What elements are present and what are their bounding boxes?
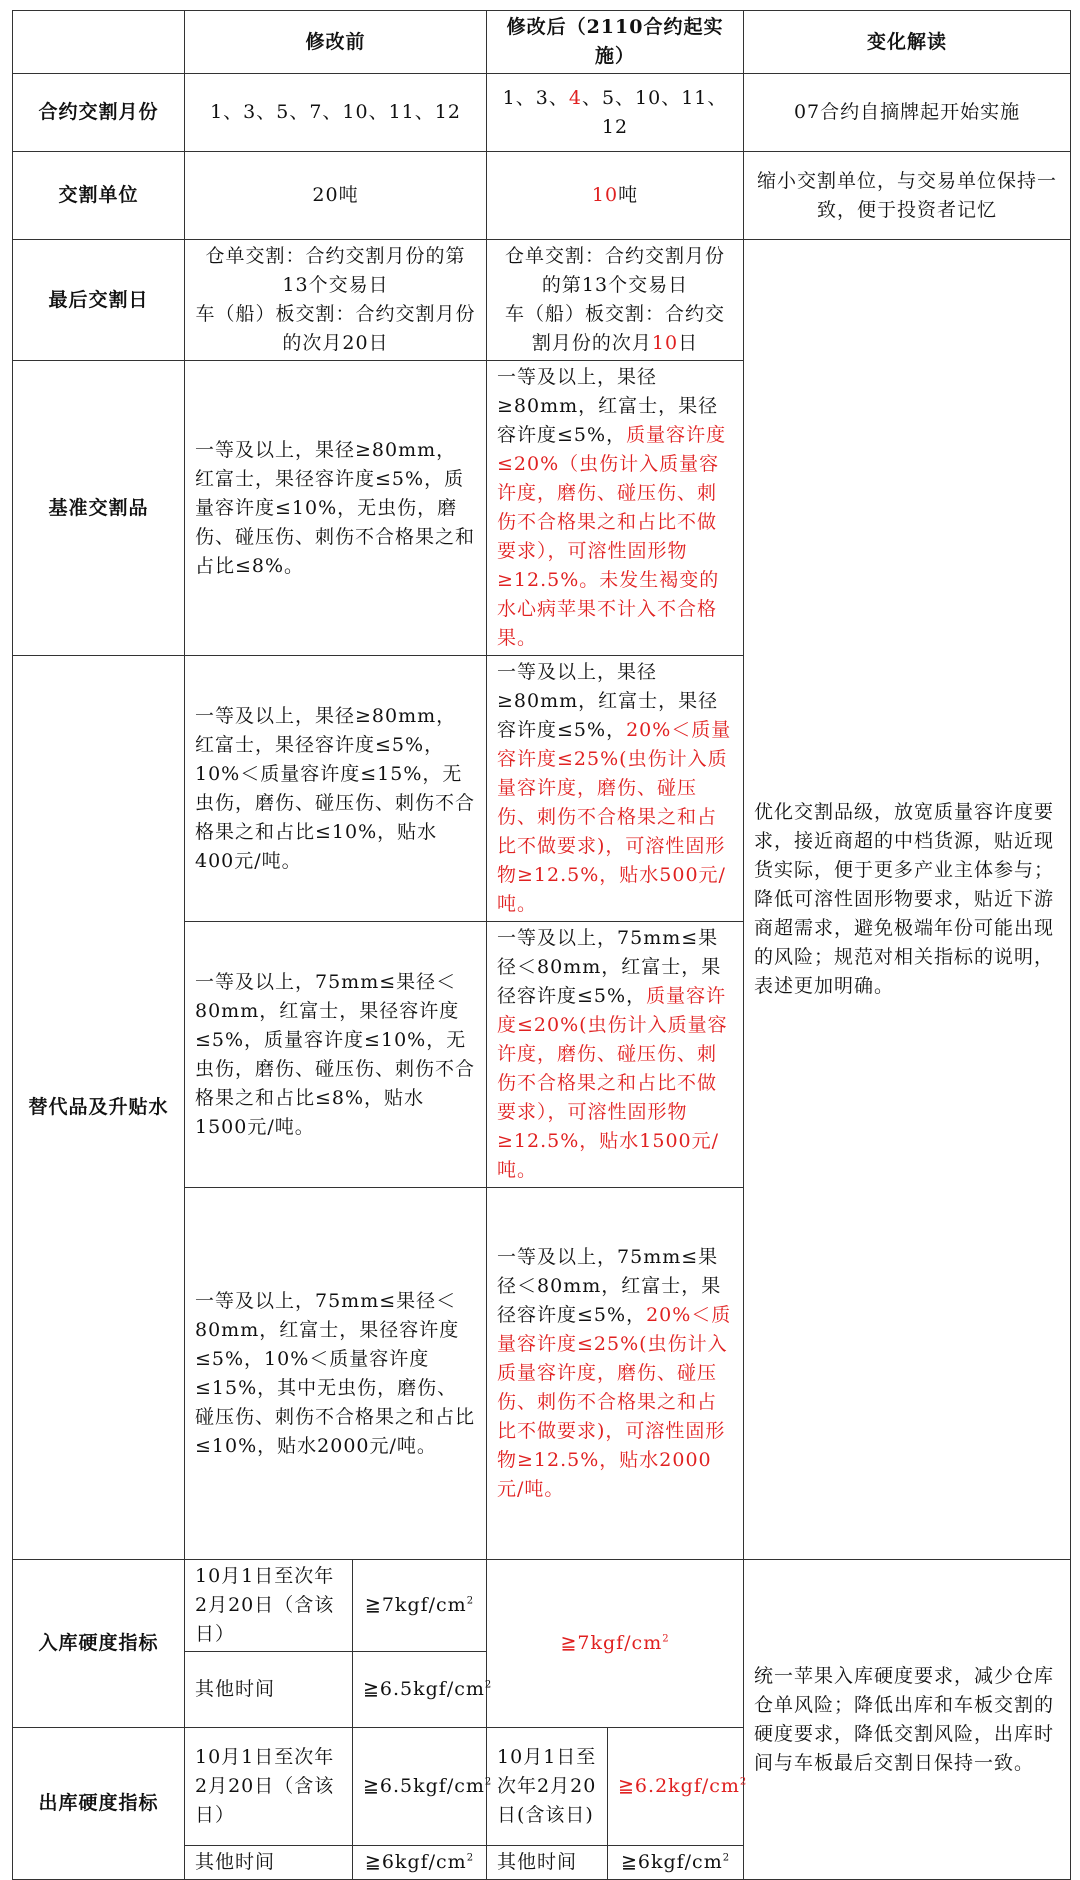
out-hard-value-2: $≧6kgf/cm^2$ <box>353 1846 487 1880</box>
in-hard-value-2: $≧6.5kgf/cm^2$ <box>353 1652 487 1728</box>
hardness-note: 统一苹果入库硬度要求，减少仓库仓单风险；降低出库和车板交割的硬度要求，降低交割风险，出库时间与车板最后交割日保持一致。 <box>744 1560 1071 1880</box>
substitute-after-3: 一等及以上，75mm≤果径＜80mm，红富士，果径容许度≤5%，20%＜质量容许度≤25%(虫伤计入质量容许度，磨伤、碰压伤、刺伤不合格果之和占比不做要求)，可溶性固形物≥12.5%，贴水2000元/吨。 <box>487 1188 744 1560</box>
label-months: 合约交割月份 <box>13 74 185 152</box>
in-hard-period-1: 10月1日至次年2月20日（含该日） <box>185 1560 353 1652</box>
header-row <box>13 11 1071 74</box>
out-hard-after-value-1: $≧6.2kgf/cm^2$ <box>608 1728 744 1846</box>
substitute-after-2: 一等及以上，75mm≤果径＜80mm，红富士，果径容许度≤5%，质量容许度≤20%(虫伤计入质量容许度，磨伤、碰压伤、刺伤不合格果之和占比不做要求），可溶性固形物≥12.5%，贴水1500元/吨。 <box>487 922 744 1188</box>
base-before: 一等及以上，果径≥80mm，红富士，果径容许度≤5%，质量容许度≤10%，无虫伤，磨伤、碰压伤、刺伤不合格果之和占比≤8%。 <box>185 361 487 656</box>
row-unit <box>13 152 1071 240</box>
header-before: 修改前 <box>185 11 487 74</box>
out-hard-value-1: $≧6.5kgf/cm^2$ <box>353 1728 487 1846</box>
label-unit: 交割单位 <box>13 152 185 240</box>
header-blank <box>13 11 185 74</box>
header-after: 修改后（2110合约起实施） <box>487 11 744 74</box>
row-months <box>13 74 1071 152</box>
unit-after: 10吨 <box>487 152 744 240</box>
out-hard-after-value-2: $≧6kgf/cm^2$ <box>608 1846 744 1880</box>
unit-note: 缩小交割单位，与交易单位保持一致，便于投资者记忆 <box>744 152 1071 240</box>
substitute-before-2: 一等及以上，75mm≤果径＜80mm，红富士，果径容许度≤5%，质量容许度≤10%，无虫伤，磨伤、碰压伤、刺伤不合格果之和占比≤8%，贴水1500元/吨。 <box>185 922 487 1188</box>
base-after: 一等及以上，果径≥80mm，红富士，果径容许度≤5%，质量容许度≤20%（虫伤计入质量容许度，磨伤、碰压伤、刺伤不合格果之和占比不做要求），可溶性固形物≥12.5%。未发生褐变的水心病苹果不计入不合格果。 <box>487 361 744 656</box>
comparison-table <box>12 10 1071 1880</box>
in-hard-value-1: $≧7kgf/cm^2$ <box>353 1560 487 1652</box>
substitute-after-1: 一等及以上，果径≥80mm，红富士，果径容许度≤5%，20%＜质量容许度≤25%(虫伤计入质量容许度，磨伤、碰压伤、刺伤不合格果之和占比不做要求)，可溶性固形物≥12.5%，贴水500元/吨。 <box>487 656 744 922</box>
label-base: 基准交割品 <box>13 361 185 656</box>
row-lastday <box>13 240 1071 361</box>
row-in-hard-1 <box>13 1560 1071 1652</box>
in-hard-period-2: 其他时间 <box>185 1652 353 1728</box>
months-note: 07合约自摘牌起开始实施 <box>744 74 1071 152</box>
out-hard-after-period-2: 其他时间 <box>487 1846 608 1880</box>
header-note: 变化解读 <box>744 11 1071 74</box>
label-lastday: 最后交割日 <box>13 240 185 361</box>
substitute-note: 优化交割品级，放宽质量容许度要求，接近商超的中档货源，贴近现货实际，便于更多产业主体参与；降低可溶性固形物要求，贴近下游商超需求，避免极端年份可能出现的风险；规范对相关指标的说明，表述更加明确。 <box>744 240 1071 1560</box>
label-substitute: 替代品及升贴水 <box>13 656 185 1560</box>
months-after: 1、3、4、5、10、11、12 <box>487 74 744 152</box>
lastday-after: 仓单交割：合约交割月份的第13个交易日 车（船）板交割：合约交割月份的次月10日 <box>487 240 744 361</box>
label-in-hard: 入库硬度指标 <box>13 1560 185 1728</box>
unit-before: 20吨 <box>185 152 487 240</box>
substitute-before-3: 一等及以上，75mm≤果径＜80mm，红富士，果径容许度≤5%，10%＜质量容许度≤15%，其中无虫伤，磨伤、碰压伤、刺伤不合格果之和占比≤10%，贴水2000元/吨。 <box>185 1188 487 1560</box>
months-before: 1、3、5、7、10、11、12 <box>185 74 487 152</box>
out-hard-period-1: 10月1日至次年2月20日（含该日） <box>185 1728 353 1846</box>
label-out-hard: 出库硬度指标 <box>13 1728 185 1880</box>
lastday-before: 仓单交割：合约交割月份的第13个交易日 车（船）板交割：合约交割月份的次月20日 <box>185 240 487 361</box>
out-hard-after-period-1: 10月1日至次年2月20日(含该日) <box>487 1728 608 1846</box>
in-hard-after: $≧7kgf/cm^2$ <box>487 1560 744 1728</box>
substitute-before-1: 一等及以上，果径≥80mm，红富士，果径容许度≤5%，10%＜质量容许度≤15%，无虫伤，磨伤、碰压伤、刺伤不合格果之和占比≤10%，贴水400元/吨。 <box>185 656 487 922</box>
out-hard-period-2: 其他时间 <box>185 1846 353 1880</box>
